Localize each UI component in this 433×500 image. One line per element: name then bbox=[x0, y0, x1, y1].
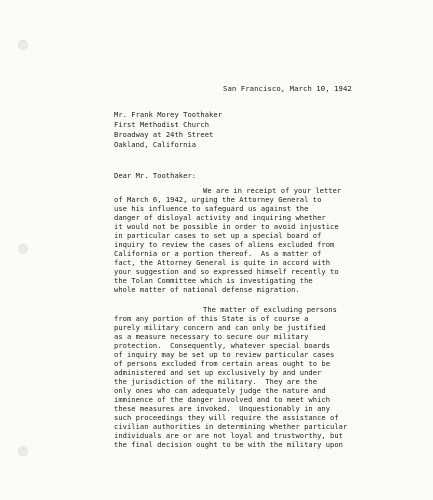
body-line: We are in receipt of your letter bbox=[203, 186, 342, 195]
body-line: inquiry to review the cases of aliens excluded from bbox=[114, 240, 335, 249]
body-line: only ones who can adequately judge the nature and bbox=[114, 386, 326, 395]
body-line: whole matter of national defense migration. bbox=[114, 285, 300, 294]
punch-hole bbox=[18, 40, 28, 50]
body-line: these measures are invoked. Unquestionably in any bbox=[114, 404, 331, 413]
body-line: California or a portion thereof. As a matter of bbox=[114, 249, 322, 258]
salutation: Dear Mr. Toothaker: bbox=[114, 171, 197, 180]
body-line: from any portion of this State is of course a bbox=[114, 314, 309, 323]
body-line: use his influence to safeguard us against the bbox=[114, 204, 309, 213]
body-line: of persons excluded from certain areas ought to be bbox=[114, 359, 331, 368]
body-line: civilian authorities in determining whether particular bbox=[114, 422, 348, 431]
punch-hole bbox=[18, 446, 28, 456]
address-line: Oakland, California bbox=[114, 140, 197, 149]
body-line: of March 6, 1942, urging the Attorney General to bbox=[114, 195, 322, 204]
body-line: the final decision ought to be with the military upon bbox=[114, 440, 344, 449]
letter-dateline: San Francisco, March 10, 1942 bbox=[223, 84, 352, 93]
body-line: of inquiry may be set up to review particular cases bbox=[114, 350, 335, 359]
body-line: imminence of the danger involved and to meet which bbox=[114, 395, 331, 404]
body-line: the jurisdiction of the military. They are the bbox=[114, 377, 318, 386]
body-line: danger of disloyal activity and inquiring whether bbox=[114, 213, 326, 222]
address-line: First Methodist Church bbox=[114, 120, 210, 129]
body-line: the Tolan Committee which is investigating the bbox=[114, 276, 313, 285]
body-line: as a measure necessary to secure our military bbox=[114, 332, 309, 341]
address-line: Mr. Frank Morey Toothaker bbox=[114, 110, 223, 119]
body-line: in particular cases to set up a special board of bbox=[114, 231, 322, 240]
body-line: administered and set up exclusively by and under bbox=[114, 368, 322, 377]
body-line: protection. Consequently, whatever special boards bbox=[114, 341, 331, 350]
address-line: Broadway at 24th Street bbox=[114, 130, 214, 139]
body-line: purely military concern and can only be justified bbox=[114, 323, 326, 332]
body-line: such proceedings they will require the assistance of bbox=[114, 413, 339, 422]
body-line: The matter of excluding persons bbox=[203, 305, 337, 314]
punch-hole bbox=[18, 244, 28, 254]
body-line: it would not be possible in order to avoid injustice bbox=[114, 222, 339, 231]
body-line: individuals are or are not loyal and trustworthy, but bbox=[114, 431, 344, 440]
body-line: fact, the Attorney General is quite in accord with bbox=[114, 258, 331, 267]
body-line: your suggestion and so expressed himself recently to bbox=[114, 267, 339, 276]
